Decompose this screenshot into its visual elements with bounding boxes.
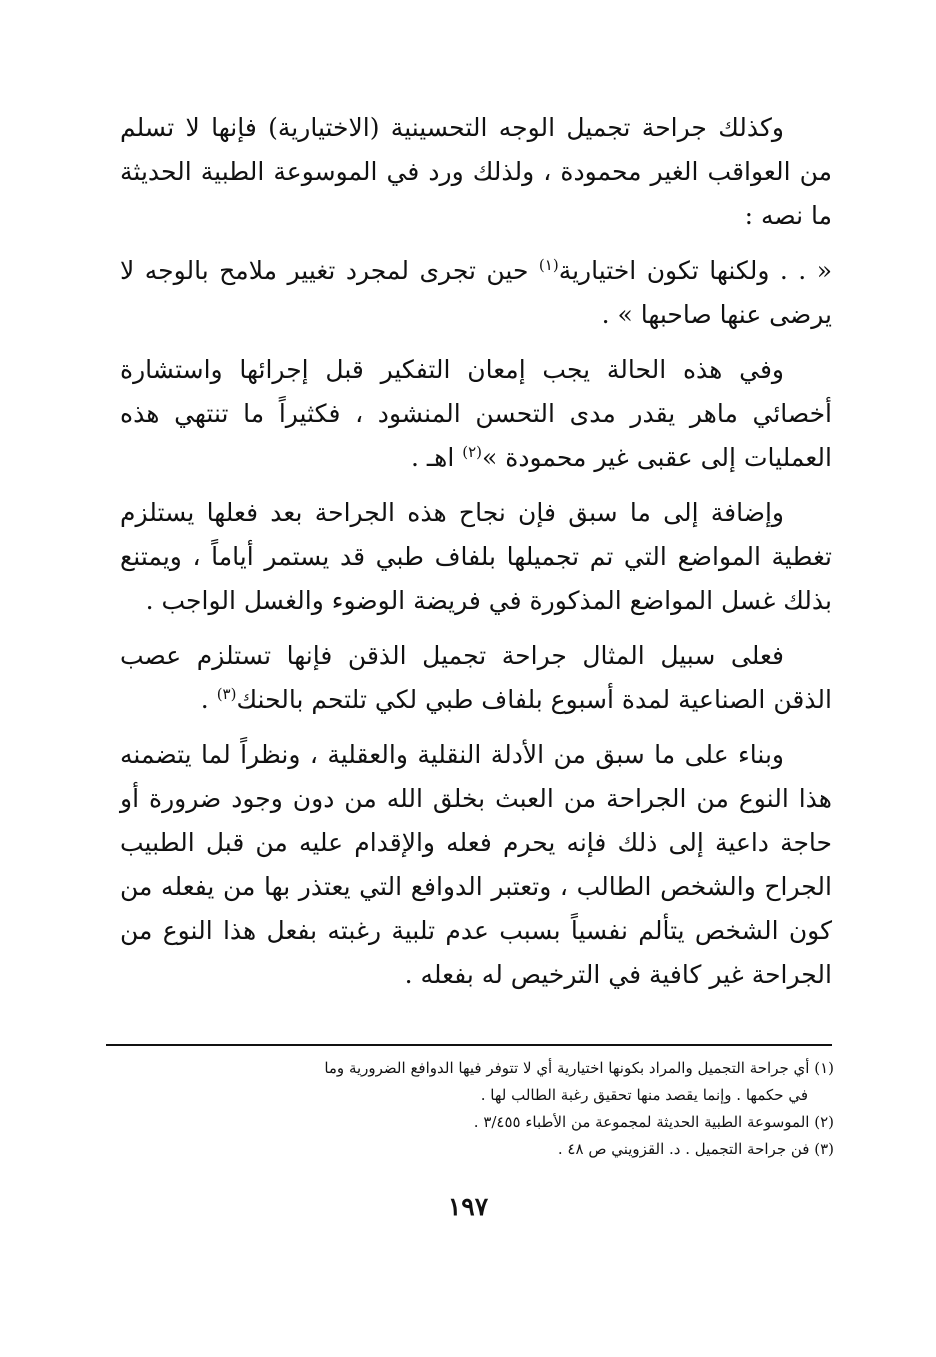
footnote-1-continuation: في حكمها . وإنما يقصد منها تحقيق رغبة الطالب لها . — [480, 1086, 808, 1104]
footnotes — [108, 1055, 834, 1163]
paragraph-chin-example-text: فعلى سبيل المثال جراحة تجميل الذقن فإنها تستلزم عصب الذقن الصناعية لمدة أسبوع بلفاف طبي لكي تلتحم بالحنك — [120, 641, 832, 714]
paragraph-bandage-ablution: وإضافة إلى ما سبق فإن نجاح هذه الجراحة بعد فعلها يستلزم تغطية المواضع التي تم تجميلها بلفاف طبي قد يستمر أياماً ، ويمتنع بذلك غسل المواضع المذكورة في فريضة الوضوء والغسل الواجب . — [120, 498, 832, 615]
footnote-ref-1: (١) — [538, 256, 559, 274]
footnote-ref-2: (٢) — [462, 443, 483, 461]
paragraph-encyclopedia-quote — [120, 249, 832, 337]
paragraph-careful-thinking — [120, 348, 832, 480]
paragraph-cosmetic-surgery-intro: وكذلك جراحة تجميل الوجه التحسينية (الاختيارية) فإنها لا تسلم من العواقب الغير محمودة ، ولذلك ورد في الموسوعة الطبية الحديثة ما نصه : — [120, 113, 832, 230]
main-text — [120, 106, 832, 997]
page-number: ١٩٧ — [447, 1192, 489, 1221]
quote-end-marker: اهـ . — [410, 443, 455, 472]
footnote-ref-3: (٣) — [216, 685, 237, 703]
paragraph-chin-example-end: . — [200, 685, 209, 714]
footnote-1: (١) أي جراحة التجميل والمراد بكونها اختيارية أي لا تتوفر فيها الدوافع الضرورية وما — [324, 1059, 834, 1077]
quote-text-continuation: حين تجرى لمجرد تغيير ملامح بالوجه لا يرضى عنها صاحبها » . — [120, 256, 832, 329]
paragraph-ruling-conclusion: وبناء على ما سبق من الأدلة النقلية والعقلية ، ونظراً لما يتضمنه هذا النوع من الجراحة من العبث بخلق الله من دون وجود ضرورة أو حاجة داعية إلى ذلك فإنه يحرم فعله والإقدام عليه من قبل الطبيب الجراح والشخص الطالب ، وتعتبر الدوافع التي يعتذر بها من يفعله من كون الشخص يتألم نفسياً بسبب عدم تلبية رغبته بفعل هذا النوع من الجراحة غير كافية في الترخيص له بفعله . — [120, 740, 832, 989]
paragraph-chin-example — [120, 634, 832, 722]
footnote-3: (٣) فن جراحة التجميل . د. القزويني ص ٤٨ . — [557, 1140, 834, 1158]
footnote-2: (٢) الموسوعة الطبية الحديثة لمجموعة من الأطباء ٣/٤٥٥ . — [473, 1113, 834, 1131]
quote-text: « . . ولكنها تكون اختيارية — [558, 256, 832, 285]
footnote-separator — [106, 1044, 832, 1046]
paragraph-careful-thinking-text: وفي هذه الحالة يجب إمعان التفكير قبل إجرائها واستشارة أخصائي ماهر يقدر مدى التحسن المنشود ، فكثيراً ما تنتهي هذه العمليات إلى عقبى غير محمودة » — [120, 355, 832, 472]
